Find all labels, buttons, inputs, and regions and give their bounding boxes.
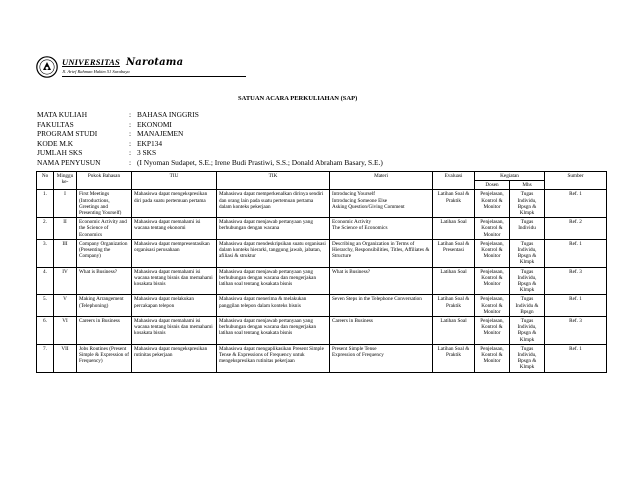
cell-minggu: VII xyxy=(54,344,77,372)
info-value: EKONOMI xyxy=(137,119,172,129)
col-header-dosen: Dosen xyxy=(475,181,510,190)
cell-mhs: Tugas Individu, Bpsgn & Klmpk xyxy=(510,317,545,345)
col-header-mhs: Mhs xyxy=(510,181,545,190)
cell-materi: Careers in Business xyxy=(330,317,433,345)
table-row xyxy=(37,295,607,317)
info-value: (I Nyoman Sudapet, S.E.; Irene Budi Prastiwi, S.S.; Donald Abraham Basary, S.E.) xyxy=(137,157,383,167)
cell-no: 5. xyxy=(37,295,54,317)
cell-dosen: Penjelasan, Kontrol & Monitor xyxy=(475,317,510,345)
cell-minggu: V xyxy=(54,295,77,317)
col-header-no: No xyxy=(37,172,54,190)
cell-tiu: Mahasiswa dapat melakukan percakapan telepon xyxy=(132,295,217,317)
cell-mhs: Tugas Individu, Bpsgn & Klmpk xyxy=(510,239,545,267)
cell-materi: Introducing Yourself Introducing Someone Else Asking Question/Giving Comment xyxy=(330,190,433,218)
col-header-sumber: Sumber xyxy=(545,172,607,190)
cell-evaluasi: Latihan Soal xyxy=(433,317,475,345)
cell-materi: What is Business? xyxy=(330,267,433,295)
cell-minggu: III xyxy=(54,239,77,267)
cell-tiu: Mahasiswa dapat mengekspresikan rutinitas pekerjaan xyxy=(132,344,217,372)
info-colon: : xyxy=(129,119,132,129)
cell-pokok: What is Business? xyxy=(77,267,132,295)
cell-minggu: II xyxy=(54,218,77,240)
cell-mhs: Tugas Individu xyxy=(510,218,545,240)
university-header xyxy=(36,56,246,80)
info-value: EKP134 xyxy=(137,138,163,148)
cell-tiu: Mahasiswa dapat memahami isi wacana tentang bisnis dan memahami kosakata bisnis xyxy=(132,317,217,345)
info-value: MANAJEMEN xyxy=(137,129,184,139)
cell-materi: Seven Steps in the Telephone Conversation xyxy=(330,295,433,317)
table-row xyxy=(37,317,607,345)
cell-evaluasi: Latihan Soal xyxy=(433,218,475,240)
table-row xyxy=(37,267,607,295)
header-divider xyxy=(62,76,246,77)
cell-minggu: IV xyxy=(54,267,77,295)
col-header-pokok: Pokok Bahasan xyxy=(77,172,132,190)
cell-mhs: Tugas Individu & Bpsgn xyxy=(510,295,545,317)
cell-tik: Mahasiswa dapat menjawab pertanyaan yang berhubungan dengan wacana xyxy=(217,218,330,240)
sap-table xyxy=(36,171,607,373)
cell-dosen: Penjelasan, Kontrol & Monitor xyxy=(475,239,510,267)
info-label: PROGRAM STUDI xyxy=(37,129,98,139)
info-colon: : xyxy=(129,138,132,148)
info-value: BAHASA INGGRIS xyxy=(137,110,199,119)
col-header-evaluasi: Evaluasi xyxy=(433,172,475,190)
cell-tik: Mahasiswa dapat menjawab pertanyaan yang berhubungan dengan wacana dan mengerjakan latihan soal tentang kosakata bisnis xyxy=(217,267,330,295)
cell-evaluasi: Latihan Soal & Praktik xyxy=(433,190,475,218)
cell-materi: Economic Activity The Science of Economics xyxy=(330,218,433,240)
university-logo xyxy=(36,56,58,78)
cell-dosen: Penjelasan, Kontrol & Monitor xyxy=(475,267,510,295)
cell-materi: Present Simple Tense Expression of Frequency xyxy=(330,344,433,372)
cell-mhs: Tugas Individu, Bpsgn & Klmpk xyxy=(510,267,545,295)
cell-sumber: Ref. 3 xyxy=(545,267,607,295)
cell-tik: Mahasiswa dapat menerima & melakukan panggilan telepon dalam konteks bisnis xyxy=(217,295,330,317)
cell-sumber: Ref. 1 xyxy=(545,190,607,218)
info-value: 3 SKS xyxy=(137,148,157,158)
cell-pokok: Jobs Routines (Present Simple & Expression of Frequency) xyxy=(77,344,132,372)
info-colon: : xyxy=(129,129,132,139)
university-address: Jl. Arief Rahman Hakim 51 Surabaya xyxy=(62,69,130,74)
cell-no: 1. xyxy=(37,190,54,218)
cell-no: 6. xyxy=(37,317,54,345)
cell-pokok: Company Organization (Presenting the Company) xyxy=(77,239,132,267)
info-label: FAKULTAS xyxy=(37,119,74,129)
cell-no: 4. xyxy=(37,267,54,295)
document-title: SATUAN ACARA PERKULIAHAN (SAP) xyxy=(238,95,358,102)
info-label: KODE M.K xyxy=(37,138,74,148)
cell-dosen: Penjelasan, Kontrol & Monitor xyxy=(475,190,510,218)
table-header-row xyxy=(37,172,607,181)
cell-tiu: Mahasiswa dapat mengekspresikan diri pada suatu pertemuan pertama xyxy=(132,190,217,218)
cell-materi: Describing an Organization in Terms of Hierarchy, Responsibilities, Titles, Affiliates & Structure xyxy=(330,239,433,267)
cell-tik: Mahasiswa dapat mengaplikasikan Present Simple Tense & Expressions of Frequency untuk mengekspresikan rutinitas pekerjaan xyxy=(217,344,330,372)
cell-evaluasi: Latihan Soal & Praktik xyxy=(433,295,475,317)
info-label: NAMA PENYUSUN xyxy=(37,157,101,167)
cell-tiu: Mahasiswa dapat mempresentasikan organisasi perusahaan xyxy=(132,239,217,267)
cell-sumber: Ref. 3 xyxy=(545,317,607,345)
cell-minggu: I xyxy=(54,190,77,218)
info-colon: : xyxy=(129,157,132,167)
cell-no: 7. xyxy=(37,344,54,372)
cell-tiu: Mahasiswa dapat memahami isi wacana tentang bisnis dan memahami kosakata bisnis xyxy=(132,267,217,295)
table-row xyxy=(37,239,607,267)
table-row xyxy=(37,190,607,218)
cell-sumber: Ref. 1 xyxy=(545,239,607,267)
cell-evaluasi: Latihan Soal xyxy=(433,267,475,295)
cell-mhs: Tugas Individu, Bpsgn & Klmpk xyxy=(510,190,545,218)
info-label: JUMLAH SKS xyxy=(37,148,83,158)
university-name: UNIVERSITAS Narotama xyxy=(62,57,184,68)
info-label: MATA KULIAH xyxy=(37,110,88,119)
cell-dosen: Penjelasan, Kontrol & Monitor xyxy=(475,344,510,372)
cell-sumber: Ref. 1 xyxy=(545,344,607,372)
cell-no: 2. xyxy=(37,218,54,240)
cell-sumber: Ref. 2 xyxy=(545,218,607,240)
info-colon: : xyxy=(129,110,132,119)
cell-tik: Mahasiswa dapat memperkenalkan dirinya sendiri dan orang lain pada suatu pertemuan pertama dalam konteks pekerjaan xyxy=(217,190,330,218)
cell-tik: Mahasiswa dapat menjawab pertanyaan yang berhubungan dengan wacana dan mengerjakan latihan soal tentang kosakata bisnis xyxy=(217,317,330,345)
table-row xyxy=(37,344,607,372)
cell-mhs: Tugas Individu, Bpsgn & Klmpk xyxy=(510,344,545,372)
cell-evaluasi: Latihan Soal & Presentasi xyxy=(433,239,475,267)
cell-evaluasi: Latihan Soal & Praktik xyxy=(433,344,475,372)
info-colon: : xyxy=(129,148,132,158)
col-header-minggu: Minggu ke- xyxy=(54,172,77,190)
cell-pokok: Careers in Business xyxy=(77,317,132,345)
cell-tiu: Mahasiswa dapat memahami isi wacana tentang ekonomi xyxy=(132,218,217,240)
cell-pokok: Making Arrangement (Telephoning) xyxy=(77,295,132,317)
cell-pokok: Economic Activity and the Science of Economics xyxy=(77,218,132,240)
col-header-kegiatan: Kegiatan xyxy=(475,172,545,181)
col-header-tiu: TIU xyxy=(132,172,217,190)
cell-pokok: First Meetings (Introductions, Greetings and Presenting Yourself) xyxy=(77,190,132,218)
table-row xyxy=(37,218,607,240)
cell-dosen: Penjelasan, Kontrol & Monitor xyxy=(475,218,510,240)
cell-dosen: Penjelasan, Kontrol & Monitor xyxy=(475,295,510,317)
cell-tik: Mahasiswa dapat mendeskripsikan suatu organisasi dalam konteks hierarki, tanggung jawab, jabatan, afiliasi & struktur xyxy=(217,239,330,267)
cell-minggu: VI xyxy=(54,317,77,345)
col-header-materi: Materi xyxy=(330,172,433,190)
cell-no: 3. xyxy=(37,239,54,267)
cell-sumber: Ref. 1 xyxy=(545,295,607,317)
col-header-tik: TIK xyxy=(217,172,330,190)
